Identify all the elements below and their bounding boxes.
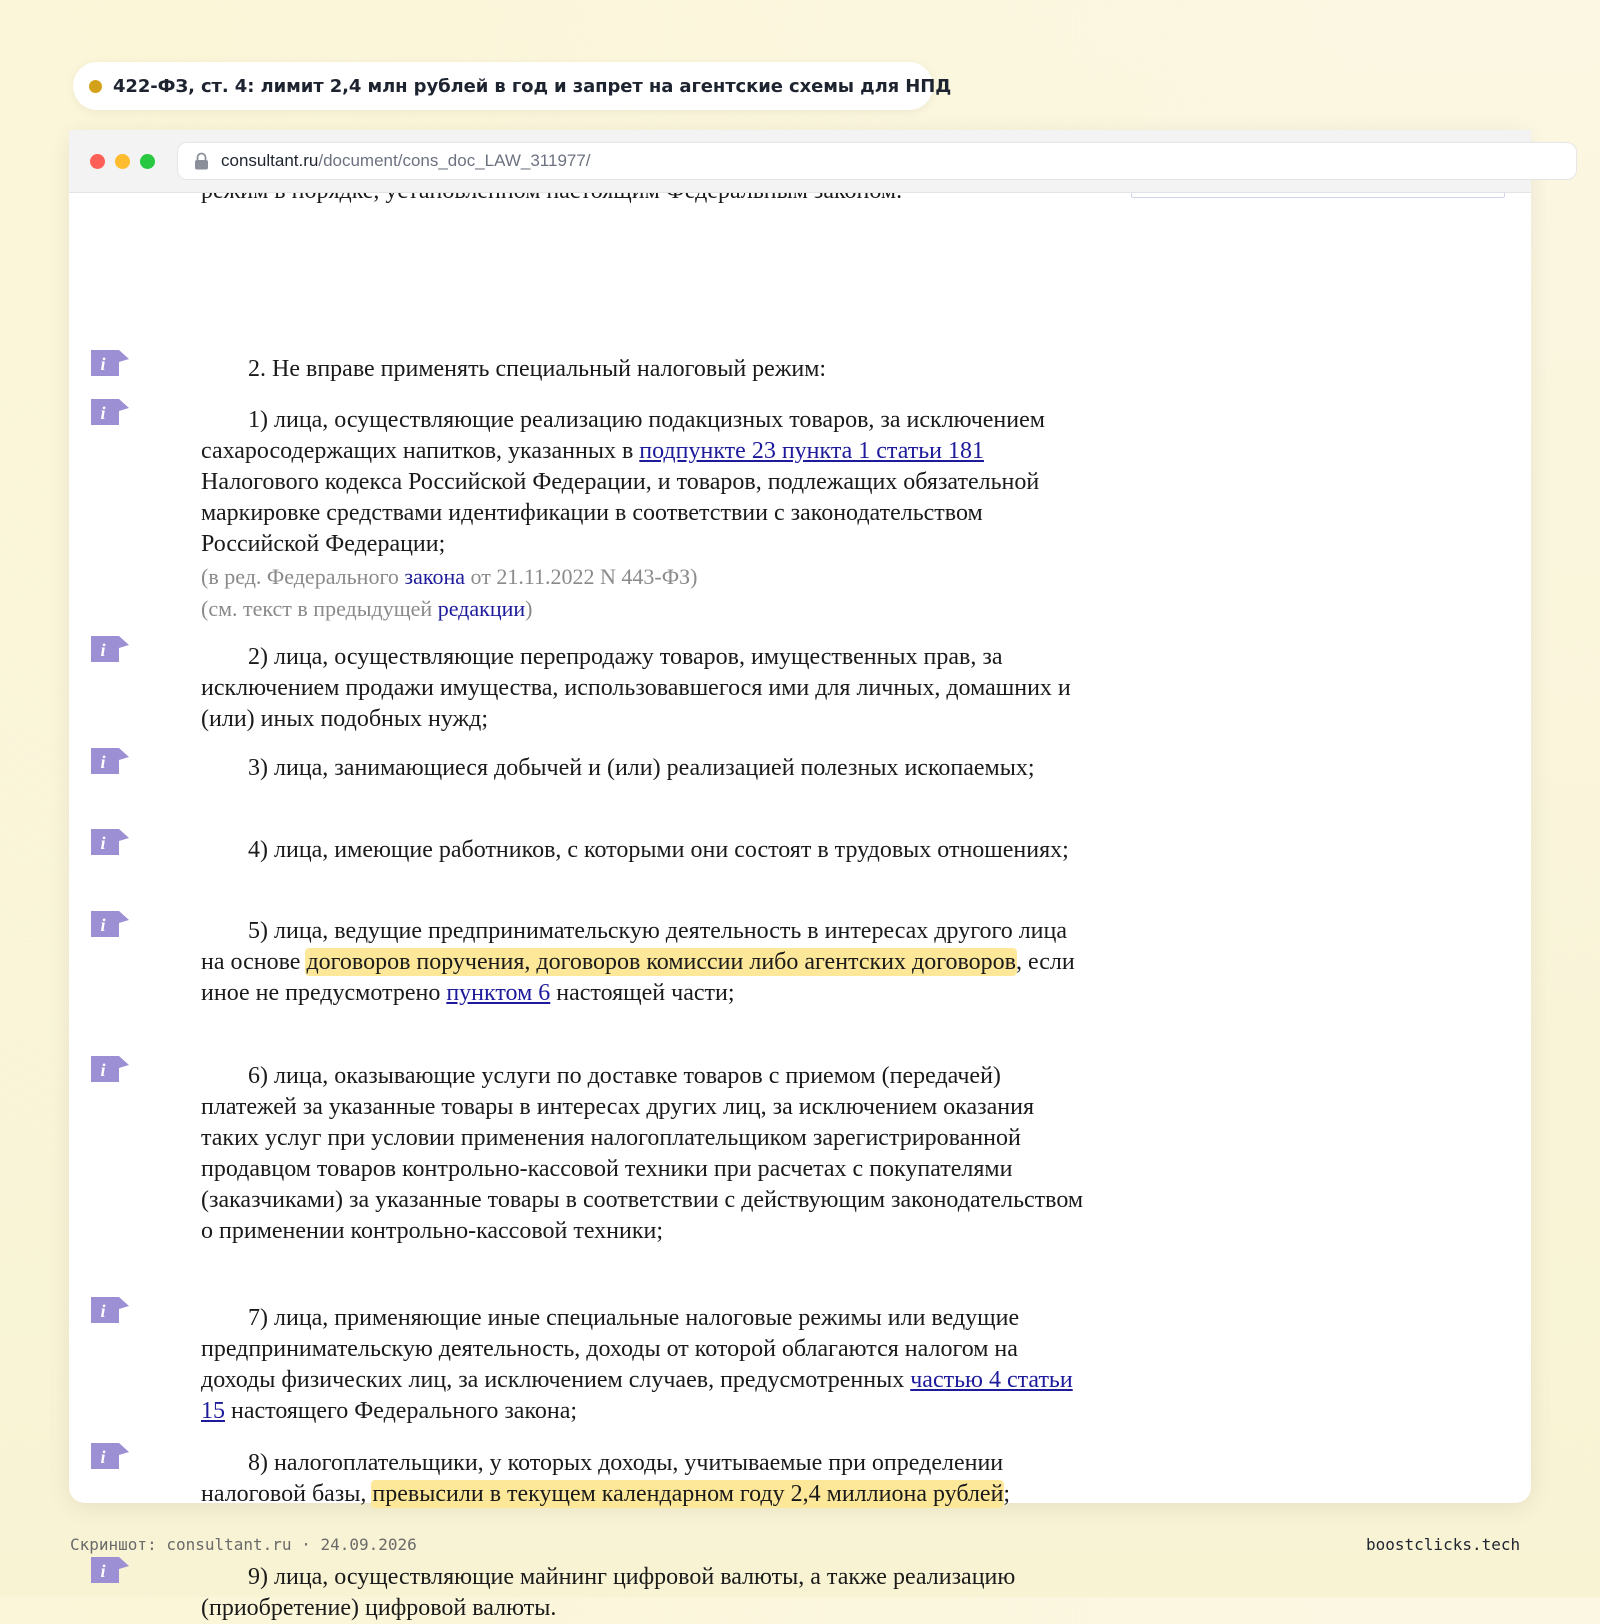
info-icon[interactable] [89, 633, 129, 665]
previous-edition-note [201, 593, 532, 624]
item-5 [201, 916, 1091, 1009]
info-icon[interactable] [89, 1294, 129, 1326]
info-icon[interactable] [89, 908, 129, 940]
brand-caption: boostclicks.tech [1366, 1535, 1521, 1554]
previous-edition-close: ) [525, 596, 533, 621]
item-8 [201, 1448, 1091, 1510]
item-1-text-end: Налогового кодекса Российской Федерации, и товаров, подлежащих обязательной маркировке средствами идентификации в соответствии с законодательством Российской Федерации; [201, 469, 1040, 557]
svg-text:i: i [100, 354, 106, 374]
info-icon[interactable] [89, 1440, 129, 1472]
item-5-text: 5) лица, ведущие предпринимательскую деятельность в интересах другого лица на основе [201, 918, 1068, 975]
svg-text:i: i [100, 915, 106, 935]
svg-text:i: i [100, 1561, 106, 1581]
item-2: 2) лица, осуществляющие перепродажу товаров, имущественных прав, за исключением продажи имущества, использовавшегося ими для личных, домашних и (или) иных подобных нужд; [201, 644, 1071, 732]
previous-edition-text: (см. текст в предыдущей [201, 596, 438, 621]
info-icon[interactable] [89, 1053, 129, 1085]
item-7-text: 7) лица, применяющие иные специальные налоговые режимы или ведущие предпринимательскую деятельность, доходы от которой облагаются налогом на доходы физических лиц, за исключением случаев, предусмотренных [201, 1305, 1020, 1393]
item-1-text: 1) лица, осуществляющие реализацию подакцизных товаров, за исключением сахаросодержащих напитков, указанных в [201, 407, 1045, 464]
item-8-text: 8) налогоплательщики, у которых доходы, учитываемые при определении налоговой базы, [201, 1450, 1004, 1507]
item-8-end: ; [1003, 1481, 1011, 1507]
svg-text:i: i [100, 1301, 106, 1321]
url-domain: consultant.ru [221, 151, 319, 170]
svg-text:i: i [100, 403, 106, 423]
edition-note [201, 561, 697, 592]
section-heading: 2. Не вправе применять специальный налоговый режим: [248, 356, 827, 382]
url-path: /document/cons_doc_LAW_311977/ [318, 151, 591, 170]
highlight-income-limit: превысили в текущем календарном году 2,4 миллиона рублей [372, 1481, 1004, 1507]
item-5-end: настоящей части; [550, 980, 735, 1006]
close-window-button[interactable] [90, 154, 105, 169]
highlight-agency-contracts: договоров поручения, договоров комиссии либо агентских договоров [306, 949, 1016, 975]
status-dot [89, 80, 102, 93]
svg-text:i: i [100, 752, 106, 772]
info-icon[interactable] [89, 396, 129, 428]
link-part-4-article-15[interactable]: частью 4 статьи 15 [201, 1367, 1073, 1424]
browser-titlebar [69, 130, 1531, 193]
lock-icon [194, 152, 209, 170]
title-pill [73, 62, 952, 110]
item-5-middle: , если иное не предусмотрено [201, 949, 1075, 1006]
info-icon[interactable] [89, 1554, 129, 1586]
pill-title: 422-ФЗ, ст. 4: лимит 2,4 млн рублей в год и запрет на агентские схемы для НПД [113, 75, 952, 97]
item-1 [201, 405, 1091, 560]
link-subpoint-23[interactable]: подпункте 23 пункта 1 статьи 181 [639, 438, 985, 464]
edition-note-text: (в ред. Федерального [201, 564, 405, 589]
info-icon[interactable] [89, 347, 129, 379]
item-3: 3) лица, занимающиеся добычей и (или) реализацией полезных ископаемых; [248, 755, 1035, 781]
link-law[interactable]: закона [404, 564, 465, 589]
edition-note-date: от 21.11.2022 N 443-ФЗ) [465, 564, 698, 589]
source-caption: Скриншот: consultant.ru · 24.09.2026 [70, 1535, 417, 1554]
item-7-end: настоящего Федерального закона; [225, 1398, 578, 1424]
svg-text:i: i [100, 1060, 106, 1080]
address-bar[interactable] [177, 142, 1577, 180]
info-icon[interactable] [89, 745, 129, 777]
item-7 [201, 1303, 1091, 1427]
svg-text:i: i [100, 640, 106, 660]
item-6: 6) лица, оказывающие услуги по доставке товаров с приемом (передачей) платежей за указанные товары в интересах других лиц, за исключением оказания таких услуг при условии применения налогоплательщиком зарегистрированной продавцом товаров контрольно-кассовой техники при расчетах с покупателями (заказчиками) за указанные товары в соответствии с действующим законодательством о применении контрольно-кассовой техники; [201, 1063, 1084, 1244]
svg-text:i: i [100, 1447, 106, 1467]
info-icon[interactable] [89, 826, 129, 858]
link-point-6[interactable]: пунктом 6 [446, 980, 551, 1006]
item-4: 4) лица, имеющие работников, с которыми они состоят в трудовых отношениях; [248, 837, 1069, 863]
minimize-window-button[interactable] [115, 154, 130, 169]
maximize-window-button[interactable] [140, 154, 155, 169]
svg-text:i: i [100, 833, 106, 853]
item-9: 9) лица, осуществляющие майнинг цифровой валюты, а также реализацию (приобретение) цифровой валюты. [201, 1564, 1016, 1621]
link-edition[interactable]: редакции [437, 596, 526, 621]
